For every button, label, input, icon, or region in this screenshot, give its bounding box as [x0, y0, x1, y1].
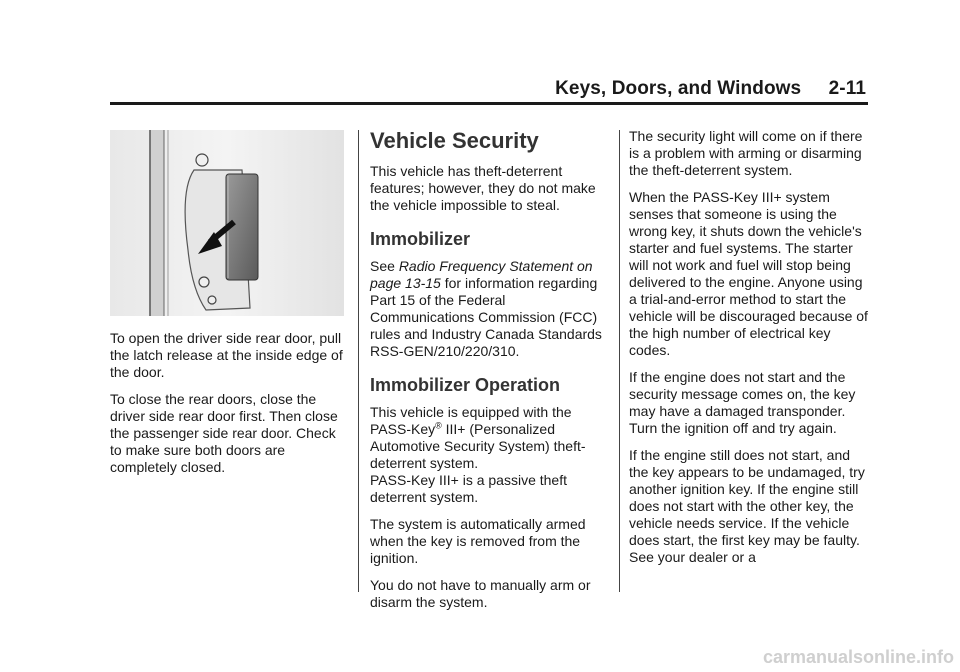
op1-text-b: III+ (Personalized Automotive Security System) theft-deterrent system.: [370, 421, 586, 471]
operation-paragraph-1: [370, 404, 610, 472]
wrong-key-paragraph: When the PASS-Key III+ system senses that someone is using the wrong key, it shuts down the vehicle's starter and fuel systems. The starter will not work and fuel will stop being delivered to the engine. Anyone using a trial-and-error method to start the vehicle will be discouraged because of the high number of electrical key codes.: [629, 189, 868, 358]
page-number: 2-11: [828, 78, 866, 99]
vehicle-security-heading: Vehicle Security: [370, 128, 539, 153]
open-rear-door-paragraph: To open the driver side rear door, pull the latch release at the inside edge of the door.: [110, 330, 343, 380]
engine-not-start-paragraph: If the engine does not start and the security message comes on, the key may have a damaged transponder. Turn the ignition off and try again.: [629, 369, 856, 436]
immobilizer-see: See: [370, 258, 395, 274]
section-title: Keys, Doors, and Windows: [555, 78, 802, 99]
column-1: [110, 130, 350, 486]
operation-paragraph-2: The system is automatically armed when the key is removed from the ignition.: [370, 516, 586, 566]
header-rule: [110, 102, 868, 105]
try-another-key-paragraph: If the engine still does not start, and the key appears to be undamaged, try another ignition key. If the engine still does not start with the other key, the vehicle needs service. If the vehicle does start, the first key may be faulty. See your dealer or a: [629, 447, 865, 565]
radio-frequency-link[interactable]: Radio Frequency Statement on page 13-15: [370, 258, 593, 291]
op1-text-a: This vehicle is equipped with the PASS-Key: [370, 404, 572, 437]
operation-paragraph-1c: PASS-Key III+ is a passive theft deterrent system.: [370, 472, 567, 505]
page-header: [110, 78, 866, 102]
column-2: [370, 128, 610, 621]
column-divider-2: [619, 130, 620, 592]
registered-mark: ®: [435, 420, 442, 431]
immobilizer-rest: for information regarding Part 15 of the Federal Communications Commission (FCC) rules and Industry Canada Standards RSS-GEN/210/220/310.: [370, 275, 602, 359]
vehicle-security-paragraph: This vehicle has theft-deterrent features; however, they do not make the vehicle impossible to steal.: [370, 163, 596, 213]
rear-door-latch-illustration: [110, 130, 344, 316]
column-3: [629, 128, 869, 576]
security-light-paragraph: The security light will come on if there is a problem with arming or disarming the theft-deterrent system.: [629, 128, 863, 178]
immobilizer-paragraph: [370, 258, 610, 360]
watermark: carmanualsonline.info: [762, 647, 954, 667]
close-rear-doors-paragraph: To close the rear doors, close the driver side rear door first. Then close the passenger side rear door. Check to make sure both doors are completely closed.: [110, 391, 338, 475]
immobilizer-heading: Immobilizer: [370, 229, 471, 249]
column-divider-1: [358, 130, 359, 592]
operation-paragraph-3: You do not have to manually arm or disarm the system.: [370, 577, 591, 610]
immobilizer-operation-heading: Immobilizer Operation: [370, 375, 561, 395]
